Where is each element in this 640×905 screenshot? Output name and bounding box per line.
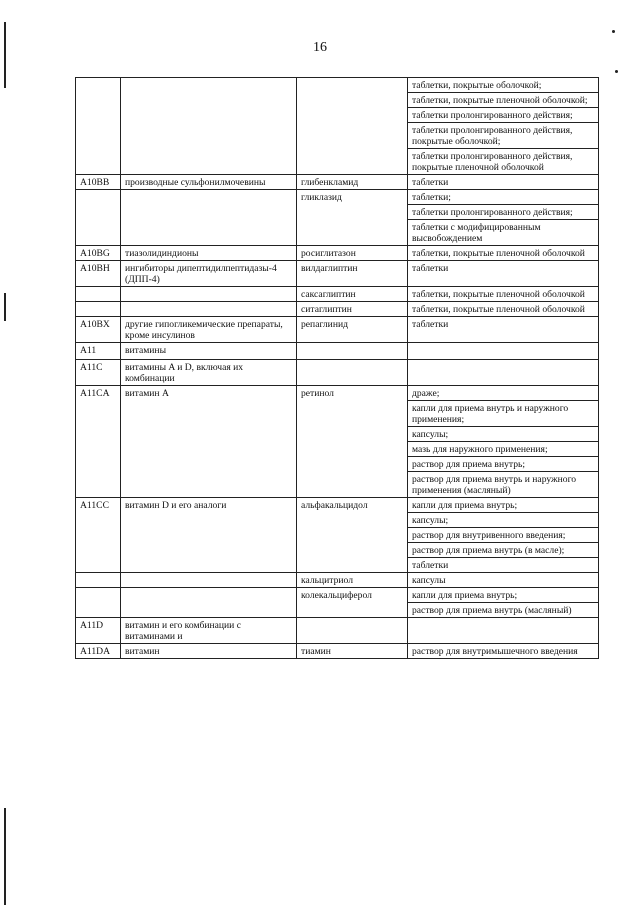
drug-name-cell (297, 618, 408, 644)
atc-code-cell (76, 78, 121, 175)
dosage-form-cell: раствор для приема внутрь (в масле); (408, 543, 599, 558)
dosage-form-cell: капли для приема внутрь и наружного применения; (408, 401, 599, 427)
drug-name-cell: альфакальцидол (297, 498, 408, 573)
atc-code-cell: A10BH (76, 261, 121, 287)
table-row (76, 175, 599, 190)
dosage-form-cell: раствор для приема внутрь и наружного применения (масляный) (408, 472, 599, 498)
table-row (76, 317, 599, 343)
drug-name-cell: глибенкламид (297, 175, 408, 190)
dosage-form-cell: таблетки, покрытые пленочной оболочкой (408, 287, 599, 302)
table-row (76, 246, 599, 261)
dosage-form-cell: раствор для внутримышечного введения (408, 644, 599, 659)
scan-dot (612, 30, 615, 33)
group-cell: витамин A (121, 386, 297, 498)
group-cell (121, 190, 297, 246)
group-cell: витамин D и его аналоги (121, 498, 297, 573)
drug-name-cell (297, 360, 408, 386)
scan-dot (615, 70, 618, 73)
table-row (76, 287, 599, 302)
margin-mark-middle (4, 293, 6, 321)
atc-code-cell: A11 (76, 343, 121, 360)
atc-code-cell: A11CC (76, 498, 121, 573)
dosage-form-cell: таблетки (408, 261, 599, 287)
dosage-form-cell: таблетки, покрытые пленочной оболочкой (408, 302, 599, 317)
drug-name-cell: тиамин (297, 644, 408, 659)
dosage-form-cell: таблетки; (408, 190, 599, 205)
table-row (76, 573, 599, 588)
dosage-form-cell: таблетки, покрытые пленочной оболочкой (408, 246, 599, 261)
group-cell (121, 287, 297, 302)
dosage-form-cell: таблетки пролонгированного действия, покрытые оболочкой; (408, 123, 599, 149)
atc-code-cell: A10BX (76, 317, 121, 343)
table-row (76, 644, 599, 659)
group-cell: витамины (121, 343, 297, 360)
table-row (76, 190, 599, 205)
atc-code-cell: A10BB (76, 175, 121, 190)
margin-mark-top (4, 22, 6, 88)
atc-code-cell: A11D (76, 618, 121, 644)
table-row (76, 360, 599, 386)
dosage-form-cell: капсулы; (408, 427, 599, 442)
table-row (76, 302, 599, 317)
atc-code-cell (76, 302, 121, 317)
drug-name-cell: росиглитазон (297, 246, 408, 261)
group-cell (121, 302, 297, 317)
dosage-form-cell: мазь для наружного применения; (408, 442, 599, 457)
group-cell: другие гипогликемические препараты, кроме инсулинов (121, 317, 297, 343)
dosage-form-cell (408, 618, 599, 644)
atc-code-cell (76, 190, 121, 246)
group-cell: производные сульфонилмочевины (121, 175, 297, 190)
margin-mark-bottom (4, 808, 6, 905)
dosage-form-cell: таблетки (408, 175, 599, 190)
dosage-form-cell: капсулы (408, 573, 599, 588)
dosage-form-cell: таблетки (408, 317, 599, 343)
page-number: 16 (313, 40, 327, 55)
drug-name-cell (297, 78, 408, 175)
drug-name-cell: ретинол (297, 386, 408, 498)
atc-code-cell: A10BG (76, 246, 121, 261)
dosage-form-cell: таблетки (408, 558, 599, 573)
table-row (76, 343, 599, 360)
atc-code-cell: A11C (76, 360, 121, 386)
drug-name-cell (297, 343, 408, 360)
dosage-form-cell: таблетки пролонгированного действия; (408, 108, 599, 123)
drug-name-cell: саксаглиптин (297, 287, 408, 302)
group-cell: ингибиторы дипептидилпептидазы-4 (ДПП-4) (121, 261, 297, 287)
drug-name-cell: колекальциферол (297, 588, 408, 618)
dosage-form-cell: таблетки с модифицированным высвобождением (408, 220, 599, 246)
group-cell (121, 573, 297, 588)
dosage-form-cell: капсулы; (408, 513, 599, 528)
dosage-form-cell (408, 343, 599, 360)
table-row (76, 386, 599, 401)
dosage-form-cell: таблетки, покрытые пленочной оболочкой; (408, 93, 599, 108)
atc-code-cell: A11CA (76, 386, 121, 498)
atc-code-cell (76, 287, 121, 302)
dosage-form-cell: раствор для внутривенного введения; (408, 528, 599, 543)
drug-name-cell: вилдаглиптин (297, 261, 408, 287)
dosage-form-cell: раствор для приема внутрь (масляный) (408, 603, 599, 618)
dosage-form-cell: раствор для приема внутрь; (408, 457, 599, 472)
medicines-table (75, 77, 599, 659)
table-row (76, 498, 599, 513)
table-row (76, 261, 599, 287)
dosage-form-cell: таблетки пролонгированного действия, покрытые пленочной оболочкой (408, 149, 599, 175)
dosage-form-cell (408, 360, 599, 386)
dosage-form-cell: капли для приема внутрь; (408, 498, 599, 513)
group-cell: тиазолидиндионы (121, 246, 297, 261)
table-row (76, 618, 599, 644)
group-cell: витамины A и D, включая их комбинации (121, 360, 297, 386)
drug-name-cell: ситаглиптин (297, 302, 408, 317)
drug-name-cell: кальцитриол (297, 573, 408, 588)
dosage-form-cell: капли для приема внутрь; (408, 588, 599, 603)
dosage-form-cell: таблетки, покрытые оболочкой; (408, 78, 599, 93)
group-cell (121, 78, 297, 175)
drug-name-cell: репаглинид (297, 317, 408, 343)
table-row (76, 78, 599, 93)
atc-code-cell (76, 573, 121, 588)
group-cell: витамин (121, 644, 297, 659)
group-cell: витамин и его комбинации с витаминами и (121, 618, 297, 644)
atc-code-cell: A11DA (76, 644, 121, 659)
table-row (76, 588, 599, 603)
atc-code-cell (76, 588, 121, 618)
group-cell (121, 588, 297, 618)
dosage-form-cell: таблетки пролонгированного действия; (408, 205, 599, 220)
dosage-form-cell: драже; (408, 386, 599, 401)
drug-name-cell: гликлазид (297, 190, 408, 246)
